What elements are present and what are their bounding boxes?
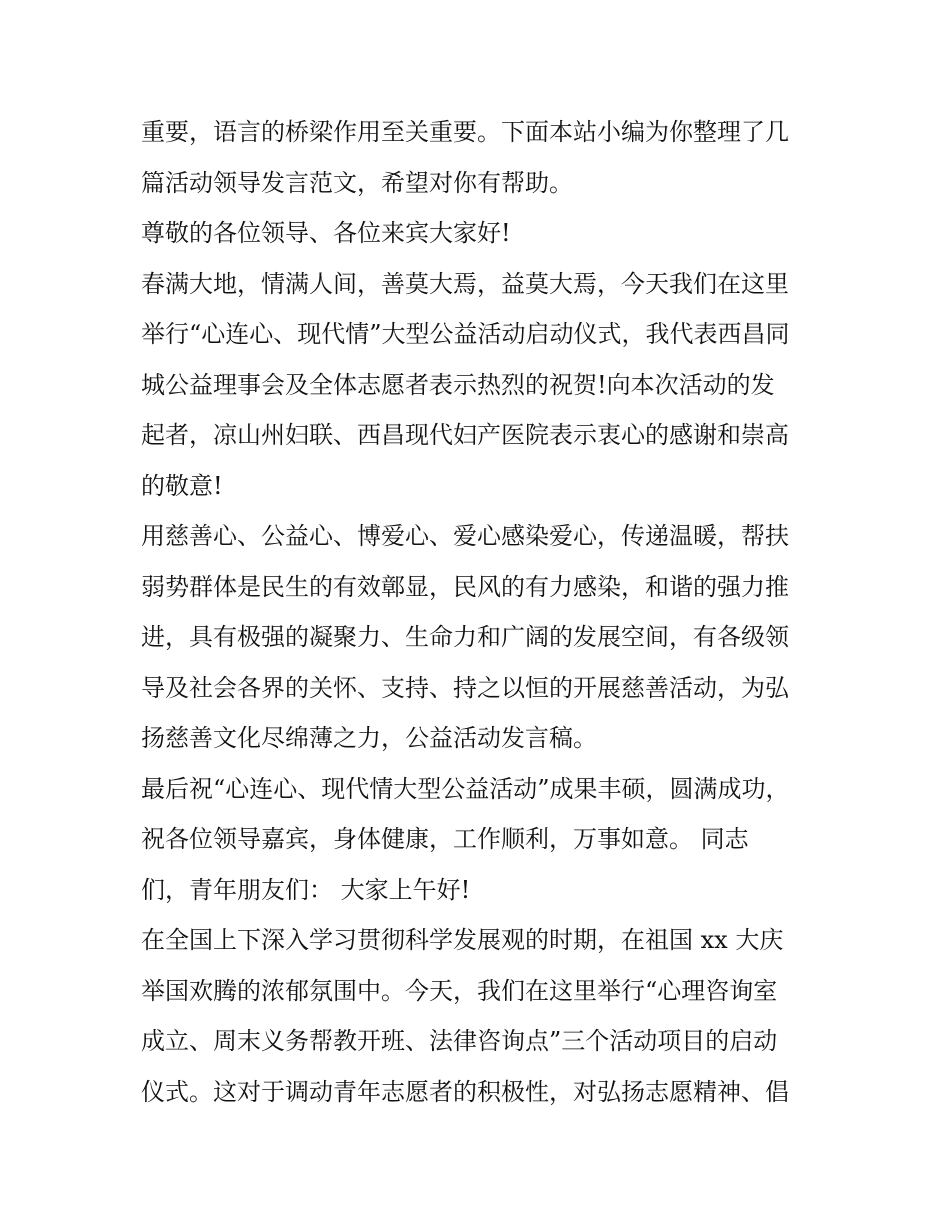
text-line: 尊敬的各位领导、各位来宾大家好! [141,219,511,247]
text-line: 举行“心连心、现代情”大型公益活动启动仪式，我代表西昌同 [141,320,790,348]
text-line: 在全国上下深入学习贯彻科学发展观的时期，在祖国 xx 大庆 [141,926,784,954]
text-line: 祝各位领导嘉宾，身体健康，工作顺利，万事如意。 同志 [141,825,749,853]
text-line: 用慈善心、公益心、博爱心、爱心感染爱心，传递温暖，帮扶 [141,522,789,550]
text-line: 进，具有极强的凝聚力、生命力和广阔的发展空间，有各级领 [141,623,789,651]
text-line: 城公益理事会及全体志愿者表示热烈的祝贺!向本次活动的发 [141,370,775,399]
text-line: 起者，凉山州妇联、西昌现代妇产医院表示衷心的感谢和崇高 [141,421,789,449]
text-line: 们，青年朋友们： 大家上午好! [141,875,471,904]
text-line: 的敬意! [141,471,223,500]
text-line: 仪式。这对于调动青年志愿者的积极性，对弘扬志愿精神、倡 [141,1077,789,1106]
text-line: 成立、周末义务帮教开班、法律咨询点”三个活动项目的启动 [141,1027,778,1055]
text-line: 扬慈善文化尽绵薄之力，公益活动发言稿。 [141,724,597,752]
text-line: 导及社会各界的关怀、支持、持之以恒的开展慈善活动，为弘 [141,673,789,702]
text-line: 弱势群体是民生的有效鄣显，民风的有力感染，和谐的强力推 [141,572,789,601]
text-line: 重要，语言的桥梁作用至关重要。下面本站小编为你整理了几 [141,118,789,146]
text-line: 举国欢腾的浓郁氛围中。今天，我们在这里举行“心理咨询室 [141,976,778,1005]
text-line: 最后祝“心连心、现代情大型公益活动”成果丰硕，圆满成功， [141,774,790,803]
document-body [141,107,821,1117]
text-line: 春满大地，情满人间，善莫大焉，益莫大焉，今天我们在这里 [141,269,789,298]
text-line: 篇活动领导发言范文，希望对你有帮助。 [141,168,573,197]
